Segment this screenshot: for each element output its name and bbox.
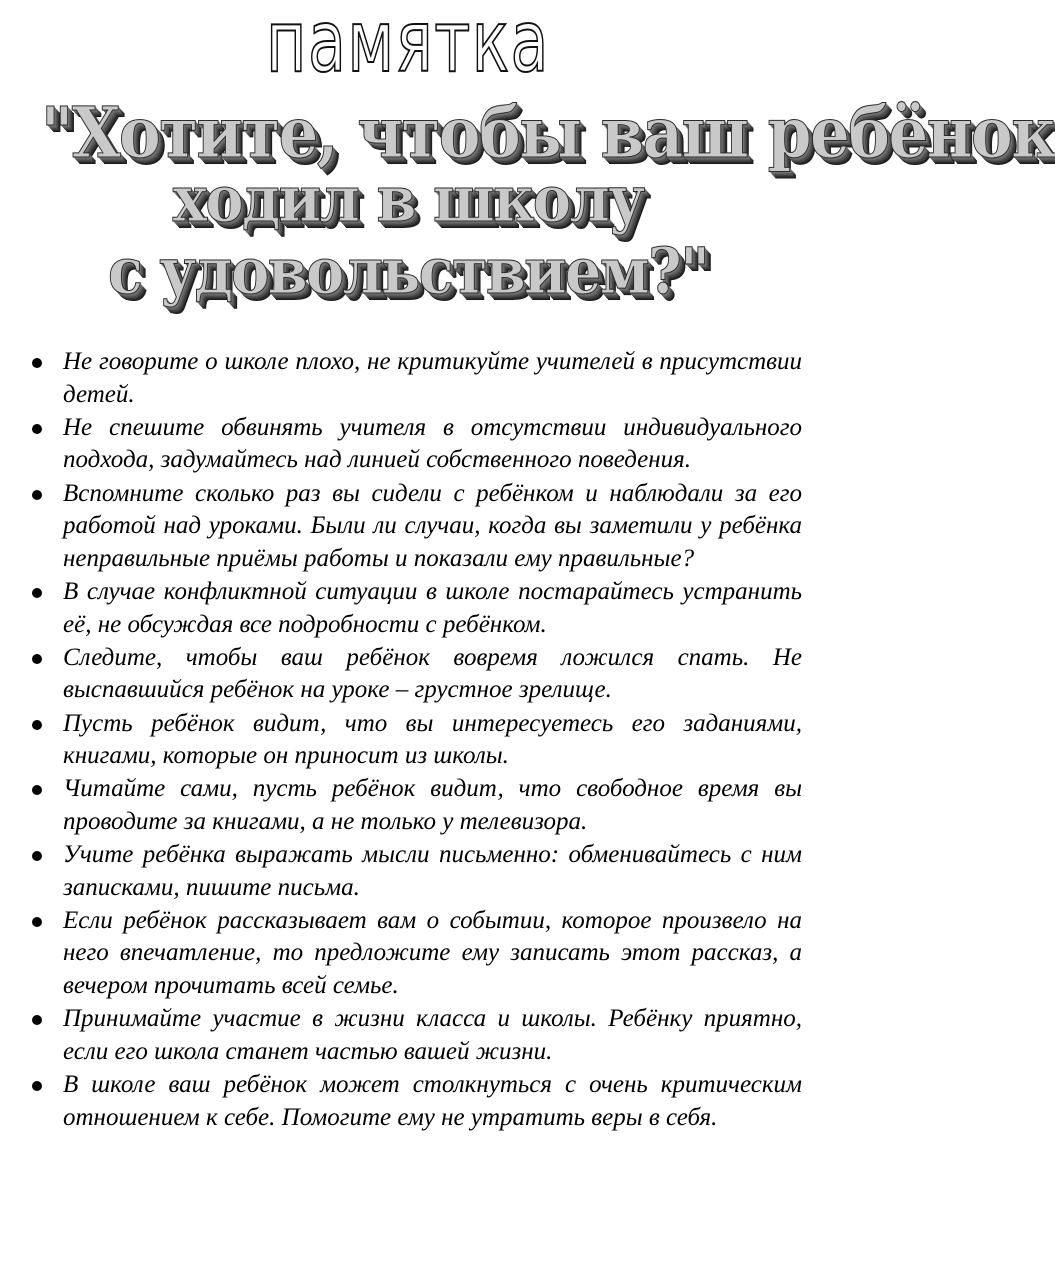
list-item (30, 773, 802, 838)
header-word-art: памятка (266, 0, 550, 92)
tip-text: Пусть ребёнок видит, что вы интересуетесь его заданиями, книгами, которые он приносит из школы. (63, 709, 802, 770)
tip-text: Не спешите обвинять учителя в отсутствии индивидуального подхода, задумайтесь над линией собственного поведения. (63, 413, 802, 474)
list-item (30, 839, 802, 904)
bullet-icon (32, 785, 42, 795)
bullet-icon (32, 720, 42, 730)
tip-text: Если ребёнок рассказывает вам о событии, которое произвело на него впечатление, то предложите ему записать этот рассказ, а вечером прочитать всей семье. (63, 906, 802, 1000)
tip-text: Не говорите о школе плохо, не критикуйте учителей в присутствии детей. (63, 348, 802, 408)
title-line-1: "Хотите, чтобы ваш ребёнок (40, 91, 1055, 174)
bullet-icon (32, 917, 42, 927)
bullet-icon (32, 851, 42, 861)
tip-text: Учите ребёнка выражать мысли письменно: обменивайтесь с ним записками, пишите письма. (63, 841, 802, 901)
tip-text: Читайте сами, пусть ребёнок видит, что свободное время вы проводите за книгами, а не только у телевизора. (63, 775, 802, 835)
tip-text: Следите, чтобы ваш ребёнок вовремя ложился спать. Не выспавшийся ребёнок на уроке – грустное зрелище. (63, 643, 802, 704)
list-item (30, 1003, 802, 1068)
list-item (30, 905, 802, 1003)
bullet-icon (32, 1015, 42, 1025)
bullet-icon (32, 654, 42, 664)
list-item (30, 346, 802, 411)
list-item (30, 1069, 802, 1134)
bullet-icon (32, 588, 42, 598)
bullet-icon (32, 424, 42, 434)
bullet-icon (32, 490, 42, 500)
tip-text: В школе ваш ребёнок может столкнуться с очень критическим отношением к себе. Помогите ему не утратить веры в себя. (63, 1071, 802, 1131)
tips-list (30, 346, 802, 1135)
list-item (30, 412, 802, 477)
list-item (30, 708, 802, 773)
title-line-2: ходил в школу (172, 162, 644, 237)
tip-text: В случае конфликтной ситуации в школе постарайтесь устранить её, не обсуждая все подробности с ребёнком. (63, 577, 802, 638)
list-item (30, 642, 802, 707)
bullet-icon (32, 358, 42, 368)
list-item (30, 576, 802, 641)
list-item (30, 478, 802, 576)
title-line-3: с удовольствием?" (107, 234, 709, 309)
bullet-icon (32, 1081, 42, 1091)
tip-text: Принимайте участие в жизни класса и школы. Ребёнку приятно, если его школа станет частью вашей жизни. (63, 1005, 802, 1065)
tip-text: Вспомните сколько раз вы сидели с ребёнком и наблюдали за его работой над уроками. Были ли случаи, когда вы заметили у ребёнка неправильные приёмы работы и показали ему правильные? (63, 479, 802, 572)
